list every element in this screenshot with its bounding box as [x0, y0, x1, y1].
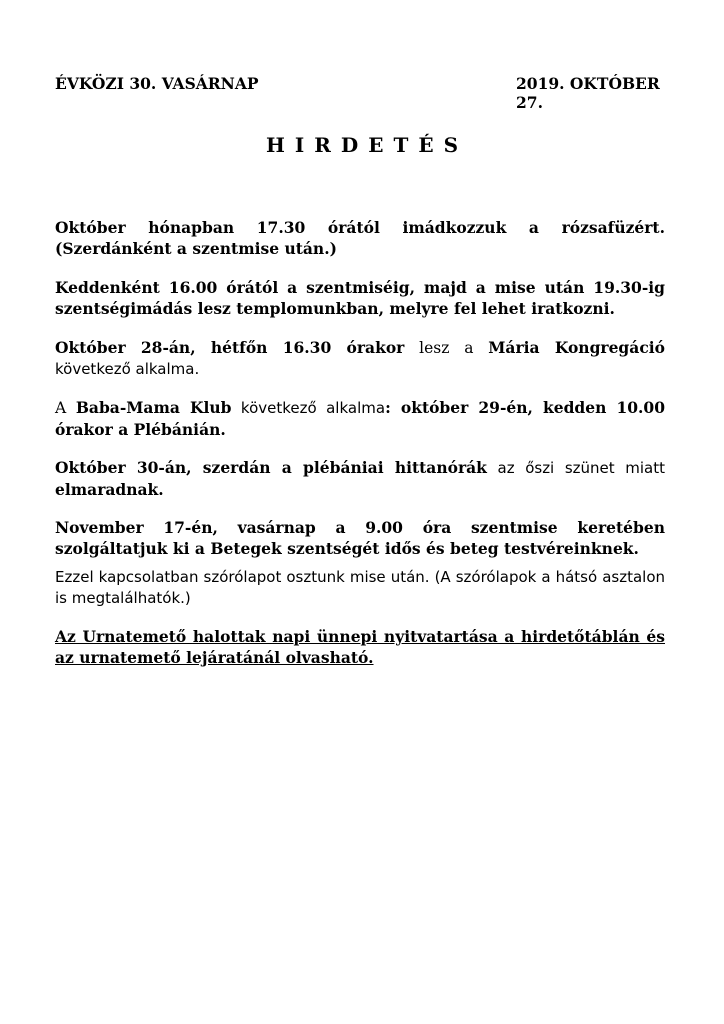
announcement-congregation [55, 337, 665, 380]
announcement-anointing: November 17-én, vasárnap a 9.00 óra szentmise keretében szolgáltatjuk ki a Betegek szentségét idős és beteg testvéreinknek. [55, 518, 665, 558]
announcement-baby-club-name: Baba-Mama Klub [75, 398, 232, 417]
announcement-baby-club-time: : október 29-én, kedden 10.00 órakor a Plébánián. [55, 398, 666, 439]
document-title: HIRDETÉS [265, 133, 469, 157]
announcement-catechesis-status: elmaradnak. [55, 480, 164, 499]
announcement-catechesis [55, 457, 665, 501]
announcement-urn-cemetery: Az Urnatemető halottak napi ünnepi nyitvatartása a hirdetőtáblán és az urnatemető lejáratánál olvasható. [55, 627, 665, 667]
announcement-rosary: Október hónapban 17.30 órától imádkozzuk a rózsafüzért. (Szerdánként a szentmise után.) [55, 218, 665, 258]
announcement-congregation-tail: következő alkalma. [55, 360, 200, 378]
announcement-catechesis-time: Október 30-án, szerdán a plébániai hittanórák [55, 458, 487, 477]
announcement-baby-club-prefix: A [55, 399, 76, 417]
announcements-body [55, 217, 665, 685]
announcement-congregation-text: lesz a [404, 339, 489, 357]
announcement-adoration: Keddenként 16.00 órától a szentmiséig, majd a mise után 19.30-ig szentségimádás lesz templomunkban, melyre fel lehet iratkozni. [55, 278, 665, 318]
liturgical-day: ÉVKÖZI 30. VASÁRNAP [55, 74, 259, 93]
announcement-catechesis-text: az őszi szünet miatt [486, 459, 665, 477]
document-date: 2019. OKTÓBER 27. [516, 74, 660, 112]
announcement-leaflet: Ezzel kapcsolatban szórólapot osztunk mise után. (A szórólapok a hátsó asztalon is megtalálhatók.) [55, 568, 665, 607]
announcement-baby-club [55, 397, 665, 441]
announcement-baby-club-text: következő alkalma [231, 399, 386, 417]
document-header [55, 74, 665, 112]
announcement-congregation-name: Mária Kongregáció [488, 338, 665, 357]
announcement-congregation-time: Október 28-án, hétfőn 16.30 órakor [55, 338, 405, 357]
